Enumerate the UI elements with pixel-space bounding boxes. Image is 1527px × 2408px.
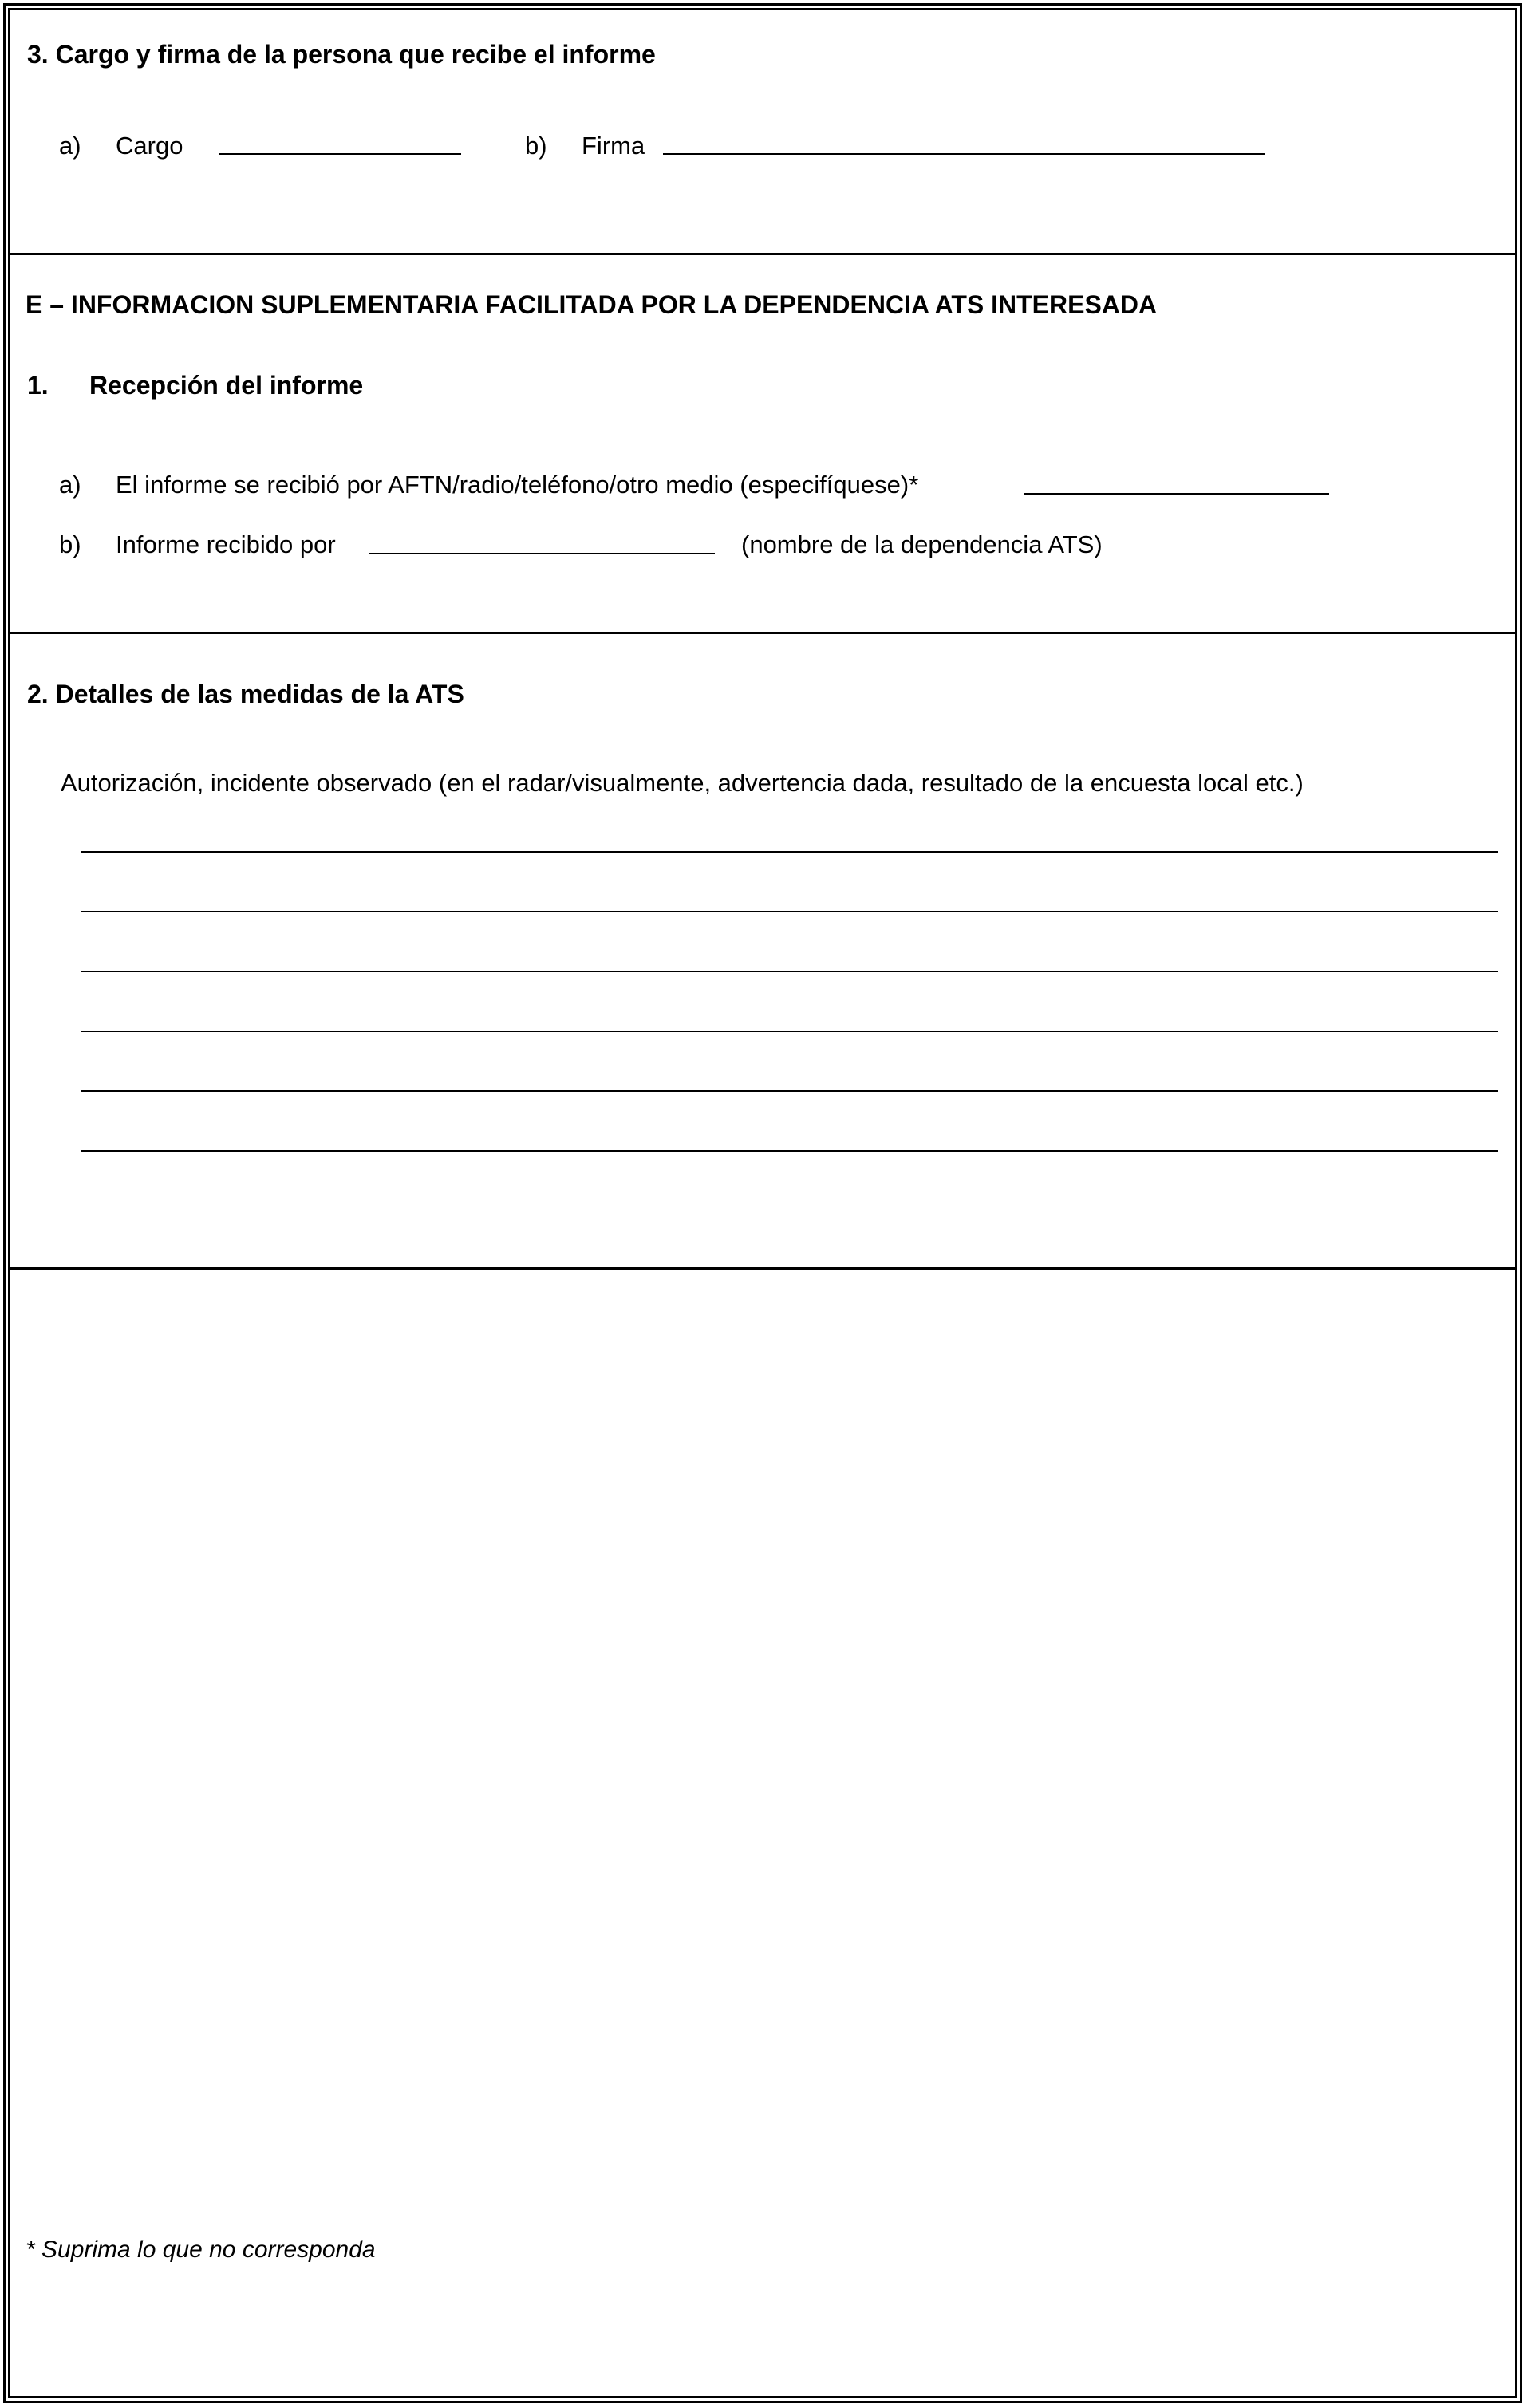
reception-heading: Recepción del informe bbox=[89, 371, 364, 400]
firma-label: Firma bbox=[582, 132, 645, 160]
ats-details-line[interactable] bbox=[81, 1150, 1498, 1152]
cargo-field[interactable] bbox=[219, 153, 461, 155]
footnote: * Suprima lo que no corresponda bbox=[26, 2237, 376, 2263]
section-e-heading: E – INFORMACION SUPLEMENTARIA FACILITADA POR LA DEPENDENCIA ATS INTERESADA bbox=[26, 290, 1158, 319]
cargo-marker: a) bbox=[59, 132, 81, 160]
received-by-means-label: El informe se recibió por AFTN/radio/teléfono/otro medio (especifíquese)* bbox=[116, 471, 919, 499]
ats-details-line[interactable] bbox=[81, 851, 1498, 853]
ats-details-line[interactable] bbox=[81, 911, 1498, 912]
firma-field[interactable] bbox=[663, 153, 1265, 155]
received-by-means-marker: a) bbox=[59, 471, 81, 499]
received-by-means-field[interactable] bbox=[1024, 493, 1329, 495]
section-divider bbox=[8, 632, 1517, 634]
ats-details-line[interactable] bbox=[81, 971, 1498, 972]
ats-measures-description: Autorización, incidente observado (en el radar/visualmente, advertencia dada, resultado de la encuesta local etc.) bbox=[61, 769, 1304, 797]
received-by-unit-label: Informe recibido por bbox=[116, 530, 336, 558]
inner-border bbox=[8, 8, 1517, 2398]
ats-details-line[interactable] bbox=[81, 1090, 1498, 1092]
firma-marker: b) bbox=[525, 132, 547, 160]
section-d3-heading: 3. Cargo y firma de la persona que recibe el informe bbox=[27, 40, 656, 69]
received-by-unit-field[interactable] bbox=[369, 553, 715, 554]
ats-details-line[interactable] bbox=[81, 1031, 1498, 1032]
cargo-label: Cargo bbox=[116, 132, 183, 160]
received-by-unit-suffix: (nombre de la dependencia ATS) bbox=[741, 530, 1103, 558]
section-divider bbox=[8, 253, 1517, 255]
ats-measures-heading: 2. Detalles de las medidas de la ATS bbox=[27, 680, 464, 708]
section-divider bbox=[8, 1267, 1517, 1270]
reception-number: 1. bbox=[27, 371, 49, 400]
received-by-unit-marker: b) bbox=[59, 530, 81, 558]
